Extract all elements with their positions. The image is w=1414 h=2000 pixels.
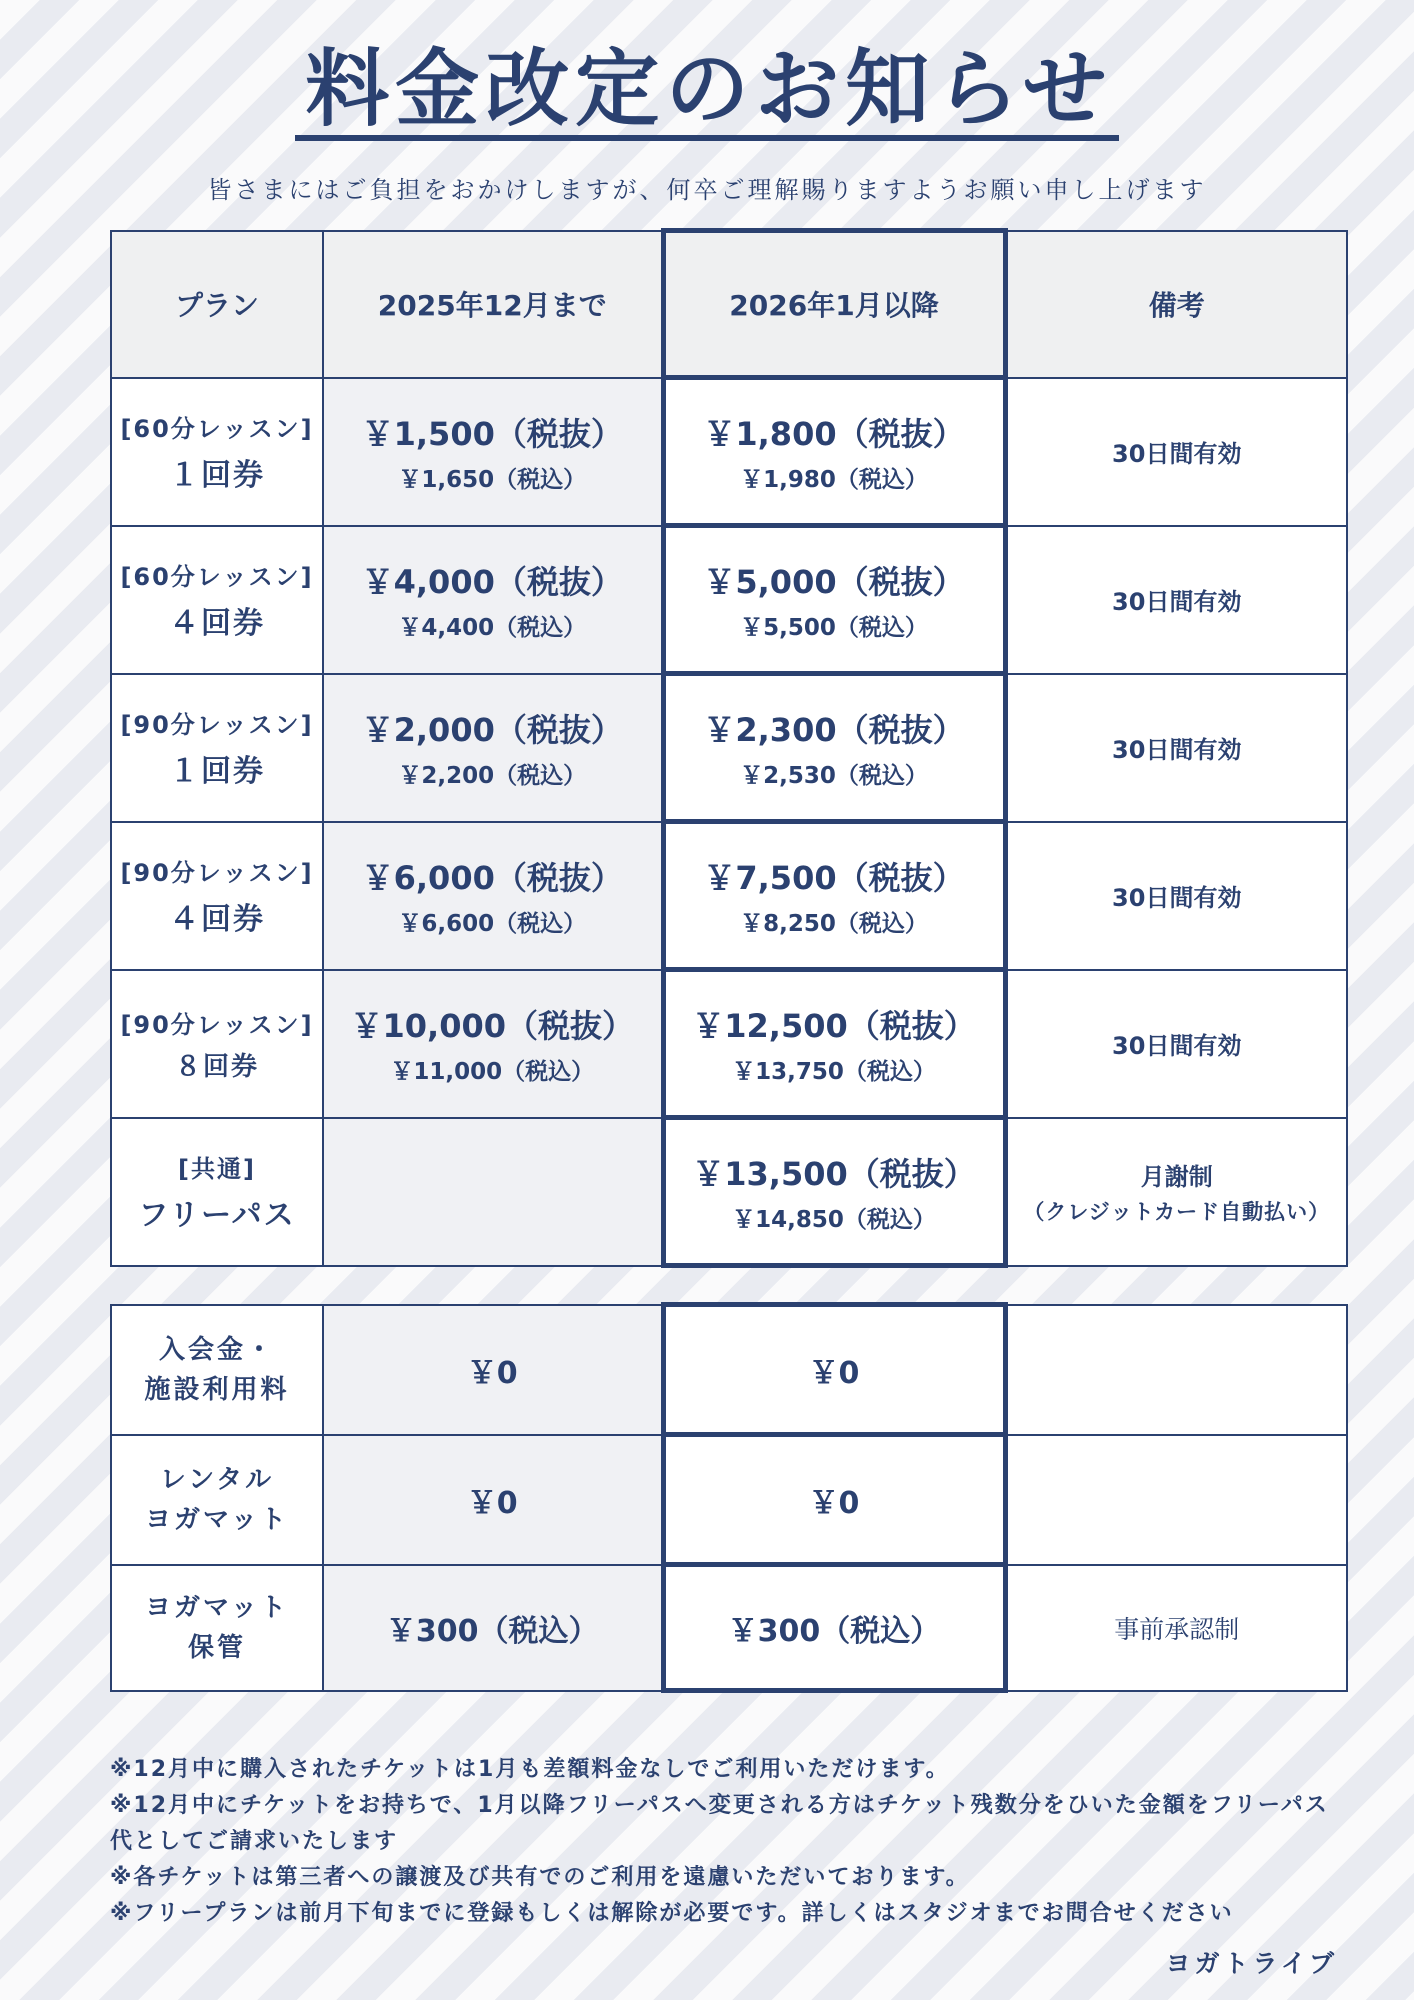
note-cell: 30日間有効 xyxy=(1005,674,1347,822)
current-price-cell: ￥2,000（税抜） ￥2,200（税込） xyxy=(323,674,663,822)
new-fee-cell: ￥0 xyxy=(663,1435,1005,1565)
new-price-cell: ￥12,500（税抜） ￥13,750（税込） xyxy=(663,970,1005,1118)
current-price-cell: ￥1,500（税抜） ￥1,650（税込） xyxy=(323,378,663,526)
new-price-cell: ￥2,300（税抜） ￥2,530（税込） xyxy=(663,674,1005,822)
fee-note-cell xyxy=(1005,1435,1347,1565)
header-new-price: 2026年1月以降 xyxy=(663,231,1005,378)
footnote: ※12月中にチケットをお持ちで、1月以降フリーパスへ変更される方はチケット残数分をひいた金額をフリーパス代としてご請求いたします xyxy=(110,1793,1329,1854)
page-title: 料金改定のお知らせ xyxy=(0,40,1414,141)
studio-brand: ヨガトライブ xyxy=(1165,1949,1338,1978)
plan-cell: [60分レッスン] １回券 xyxy=(111,378,323,526)
fee-label-cell: ヨガマット 保管 xyxy=(111,1565,323,1691)
plan-cell: [60分レッスン] ４回券 xyxy=(111,526,323,674)
header-current-price: 2025年12月まで xyxy=(323,231,663,378)
table-row xyxy=(111,674,1347,822)
fee-label-cell: レンタル ヨガマット xyxy=(111,1435,323,1565)
current-price-cell: ￥6,000（税抜） ￥6,600（税込） xyxy=(323,822,663,970)
note-cell: 30日間有効 xyxy=(1005,378,1347,526)
price-table xyxy=(110,228,1348,1268)
current-price-cell: ￥4,000（税抜） ￥4,400（税込） xyxy=(323,526,663,674)
current-price-cell xyxy=(323,1118,663,1266)
plan-cell: [90分レッスン] ８回券 xyxy=(111,970,323,1118)
table-row xyxy=(111,822,1347,970)
current-fee-cell: ￥0 xyxy=(323,1305,663,1435)
note-cell: 30日間有効 xyxy=(1005,822,1347,970)
header-note: 備考 xyxy=(1005,231,1347,378)
footnotes xyxy=(110,1752,1346,1932)
fee-note-cell xyxy=(1005,1305,1347,1435)
table-row xyxy=(111,378,1347,526)
table-row xyxy=(111,1305,1347,1435)
plan-cell: [90分レッスン] ４回券 xyxy=(111,822,323,970)
footnote: ※フリープランは前月下旬までに登録もしくは解除が必要です。詳しくはスタジオまでお問合せください xyxy=(110,1901,1234,1926)
new-price-cell: ￥1,800（税抜） ￥1,980（税込） xyxy=(663,378,1005,526)
plan-cell: [共通] フリーパス xyxy=(111,1118,323,1266)
fee-note-cell: 事前承認制 xyxy=(1005,1565,1347,1691)
new-fee-cell: ￥300（税込） xyxy=(663,1565,1005,1691)
note-cell: 30日間有効 xyxy=(1005,970,1347,1118)
table-row xyxy=(111,1565,1347,1691)
table-row xyxy=(111,1435,1347,1565)
fee-label-cell: 入会金・ 施設利用料 xyxy=(111,1305,323,1435)
new-price-cell: ￥7,500（税抜） ￥8,250（税込） xyxy=(663,822,1005,970)
current-fee-cell: ￥300（税込） xyxy=(323,1565,663,1691)
footnote: ※12月中に購入されたチケットは1月も差額料金なしでご利用いただけます。 xyxy=(110,1757,950,1782)
page-subtitle: 皆さまにはご負担をおかけしますが、何卒ご理解賜りますようお願い申し上げます xyxy=(207,176,1207,204)
table-row xyxy=(111,1118,1347,1266)
current-fee-cell: ￥0 xyxy=(323,1435,663,1565)
table-row xyxy=(111,970,1347,1118)
current-price-cell: ￥10,000（税抜） ￥11,000（税込） xyxy=(323,970,663,1118)
header-plan: プラン xyxy=(111,231,323,378)
note-cell: 30日間有効 xyxy=(1005,526,1347,674)
plan-cell: [90分レッスン] １回券 xyxy=(111,674,323,822)
new-price-cell: ￥5,000（税抜） ￥5,500（税込） xyxy=(663,526,1005,674)
new-price-cell: ￥13,500（税抜） ￥14,850（税込） xyxy=(663,1118,1005,1266)
fee-table xyxy=(110,1302,1348,1693)
new-fee-cell: ￥0 xyxy=(663,1305,1005,1435)
footnote: ※各チケットは第三者への譲渡及び共有でのご利用を遠慮いただいております。 xyxy=(110,1865,970,1890)
note-cell: 月謝制 （クレジットカード自動払い） xyxy=(1005,1118,1347,1266)
table-row xyxy=(111,526,1347,674)
price-table-header-row xyxy=(111,231,1347,378)
